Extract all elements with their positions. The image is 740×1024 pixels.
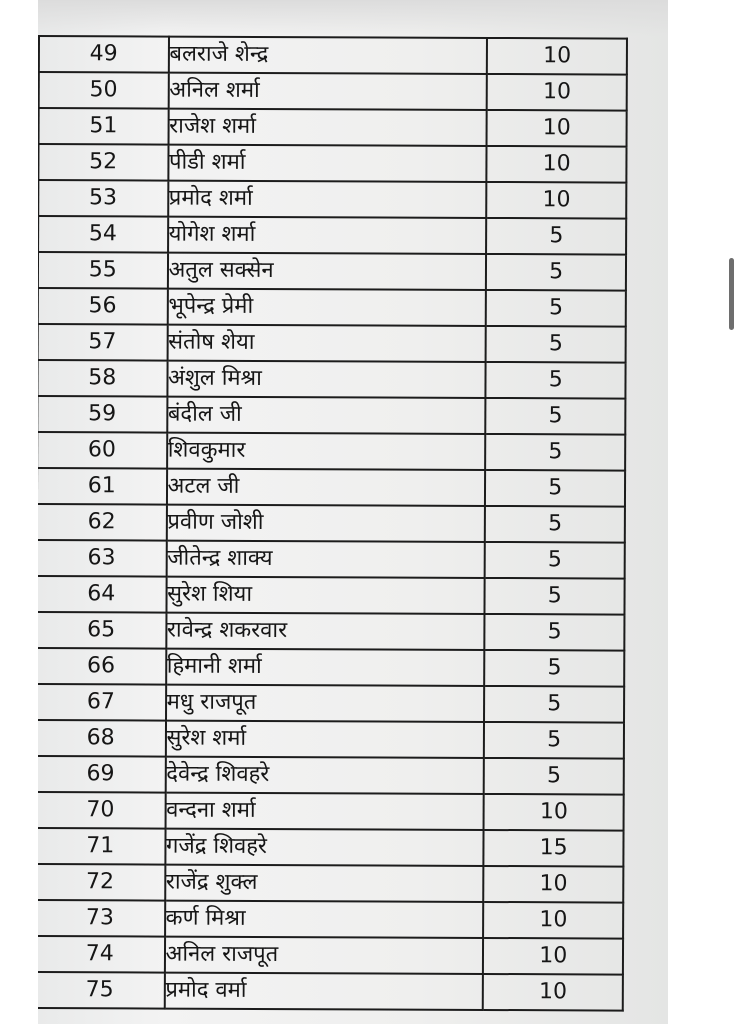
table-row <box>38 144 626 183</box>
serial-number-cell: 73 <box>38 900 165 937</box>
serial-number-cell: 66 <box>38 648 166 685</box>
amount-cell: 5 <box>485 542 625 579</box>
amount-cell: 10 <box>483 974 623 1011</box>
serial-number-cell: 68 <box>38 720 166 757</box>
serial-number-cell: 63 <box>38 540 166 577</box>
name-cell: हिमानी शर्मा <box>166 649 485 686</box>
table-row <box>39 36 627 75</box>
serial-number-cell: 70 <box>38 792 165 829</box>
amount-cell: 5 <box>486 398 626 435</box>
amount-cell: 5 <box>485 614 625 651</box>
table-row <box>38 396 625 435</box>
amount-cell: 5 <box>485 650 625 687</box>
amount-cell: 5 <box>484 686 624 723</box>
amount-cell: 10 <box>484 902 624 939</box>
amount-cell: 10 <box>487 110 627 147</box>
amount-cell: 5 <box>485 470 625 507</box>
name-cell: राजेश शर्मा <box>168 109 487 146</box>
name-cell: जीतेन्द्र शाक्य <box>166 541 485 578</box>
serial-number-cell: 52 <box>38 144 168 181</box>
name-cell: भूपेन्द्र प्रेमी <box>167 289 486 326</box>
serial-number-cell: 55 <box>38 252 168 289</box>
amount-cell: 10 <box>483 938 623 975</box>
amount-cell: 10 <box>484 866 624 903</box>
table-row <box>38 216 626 255</box>
table-row <box>38 720 624 759</box>
page-shadow <box>38 0 668 36</box>
amount-cell: 5 <box>486 326 626 363</box>
amount-cell: 5 <box>486 362 626 399</box>
name-cell: रावेन्द्र शकरवार <box>166 613 485 650</box>
table-row <box>38 360 626 399</box>
serial-number-cell: 61 <box>38 468 167 505</box>
name-cell: कर्ण मिश्रा <box>165 901 484 938</box>
serial-number-cell: 60 <box>38 432 167 469</box>
amount-cell: 10 <box>484 794 624 831</box>
name-cell: पीडी शर्मा <box>168 145 487 182</box>
name-cell: मधु राजपूत <box>166 685 485 722</box>
name-cell: सुरेश शिया <box>166 577 485 614</box>
name-cell: अनिल शर्मा <box>168 73 487 110</box>
table-row <box>38 432 625 471</box>
serial-number-cell: 67 <box>38 684 166 721</box>
serial-number-cell: 49 <box>39 36 169 73</box>
amount-cell: 5 <box>485 578 625 615</box>
amount-cell: 5 <box>486 254 626 291</box>
amount-cell: 10 <box>487 38 627 75</box>
name-cell: देवेन्द्र शिवहरे <box>165 757 484 794</box>
amount-cell: 15 <box>484 830 624 867</box>
table-row <box>38 576 625 615</box>
scrollbar-thumb[interactable] <box>729 258 734 330</box>
serial-number-cell: 72 <box>38 864 165 901</box>
name-cell: सुरेश शर्मा <box>165 721 484 758</box>
table-row <box>38 828 624 867</box>
table-row <box>38 684 624 723</box>
contribution-table <box>38 35 628 1012</box>
serial-number-cell: 50 <box>39 72 169 109</box>
name-cell: वन्दना शर्मा <box>165 793 484 830</box>
table-row <box>38 468 625 507</box>
serial-number-cell: 64 <box>38 576 166 613</box>
name-cell: अंशुल मिश्रा <box>167 361 486 398</box>
serial-number-cell: 58 <box>38 360 167 397</box>
table-row <box>38 504 625 543</box>
table-row <box>39 72 627 111</box>
table-row <box>38 900 623 939</box>
name-cell: राजेंद्र शुक्ल <box>165 865 484 902</box>
name-cell: प्रमोद शर्मा <box>168 181 487 218</box>
amount-cell: 5 <box>484 722 624 759</box>
table-row <box>38 324 626 363</box>
serial-number-cell: 62 <box>38 504 166 541</box>
serial-number-cell: 65 <box>38 612 166 649</box>
table-row <box>38 288 626 327</box>
name-cell: संतोष शेया <box>167 325 486 362</box>
name-cell: अतुल सक्सेन <box>167 253 486 290</box>
serial-number-cell: 53 <box>38 180 168 217</box>
serial-number-cell: 59 <box>38 396 167 433</box>
serial-number-cell: 57 <box>38 324 167 361</box>
table-row <box>38 252 626 291</box>
table-row <box>38 180 626 219</box>
table-row <box>38 864 623 903</box>
serial-number-cell: 51 <box>39 108 169 145</box>
name-cell: बंदील जी <box>167 397 486 434</box>
serial-number-cell: 69 <box>38 756 165 793</box>
table-row <box>38 648 624 687</box>
table-row <box>38 540 625 579</box>
amount-cell: 5 <box>487 218 627 255</box>
serial-number-cell: 75 <box>38 972 164 1009</box>
amount-cell: 5 <box>485 506 625 543</box>
amount-cell: 10 <box>487 182 627 219</box>
table-row <box>38 612 624 651</box>
table-row <box>38 756 624 795</box>
serial-number-cell: 54 <box>38 216 168 253</box>
name-cell: गजेंद्र शिवहरे <box>165 829 484 866</box>
amount-cell: 10 <box>487 74 627 111</box>
table-row <box>38 936 623 975</box>
table-row <box>38 972 623 1011</box>
name-cell: योगेश शर्मा <box>168 217 487 254</box>
amount-cell: 5 <box>484 758 624 795</box>
table-row <box>39 108 627 147</box>
document-page <box>38 0 668 1024</box>
name-cell: अनिल राजपूत <box>164 937 483 974</box>
serial-number-cell: 71 <box>38 828 165 865</box>
serial-number-cell: 56 <box>38 288 167 325</box>
name-cell: अटल जी <box>166 469 485 506</box>
amount-cell: 10 <box>487 146 627 183</box>
name-cell: प्रमोद वर्मा <box>164 973 483 1010</box>
table-row <box>38 792 624 831</box>
name-cell: बलराजे शेन्द्र <box>168 37 487 74</box>
name-cell: प्रवीण जोशी <box>166 505 485 542</box>
amount-cell: 5 <box>486 434 626 471</box>
name-cell: शिवकुमार <box>167 433 486 470</box>
amount-cell: 5 <box>486 290 626 327</box>
serial-number-cell: 74 <box>38 936 165 973</box>
